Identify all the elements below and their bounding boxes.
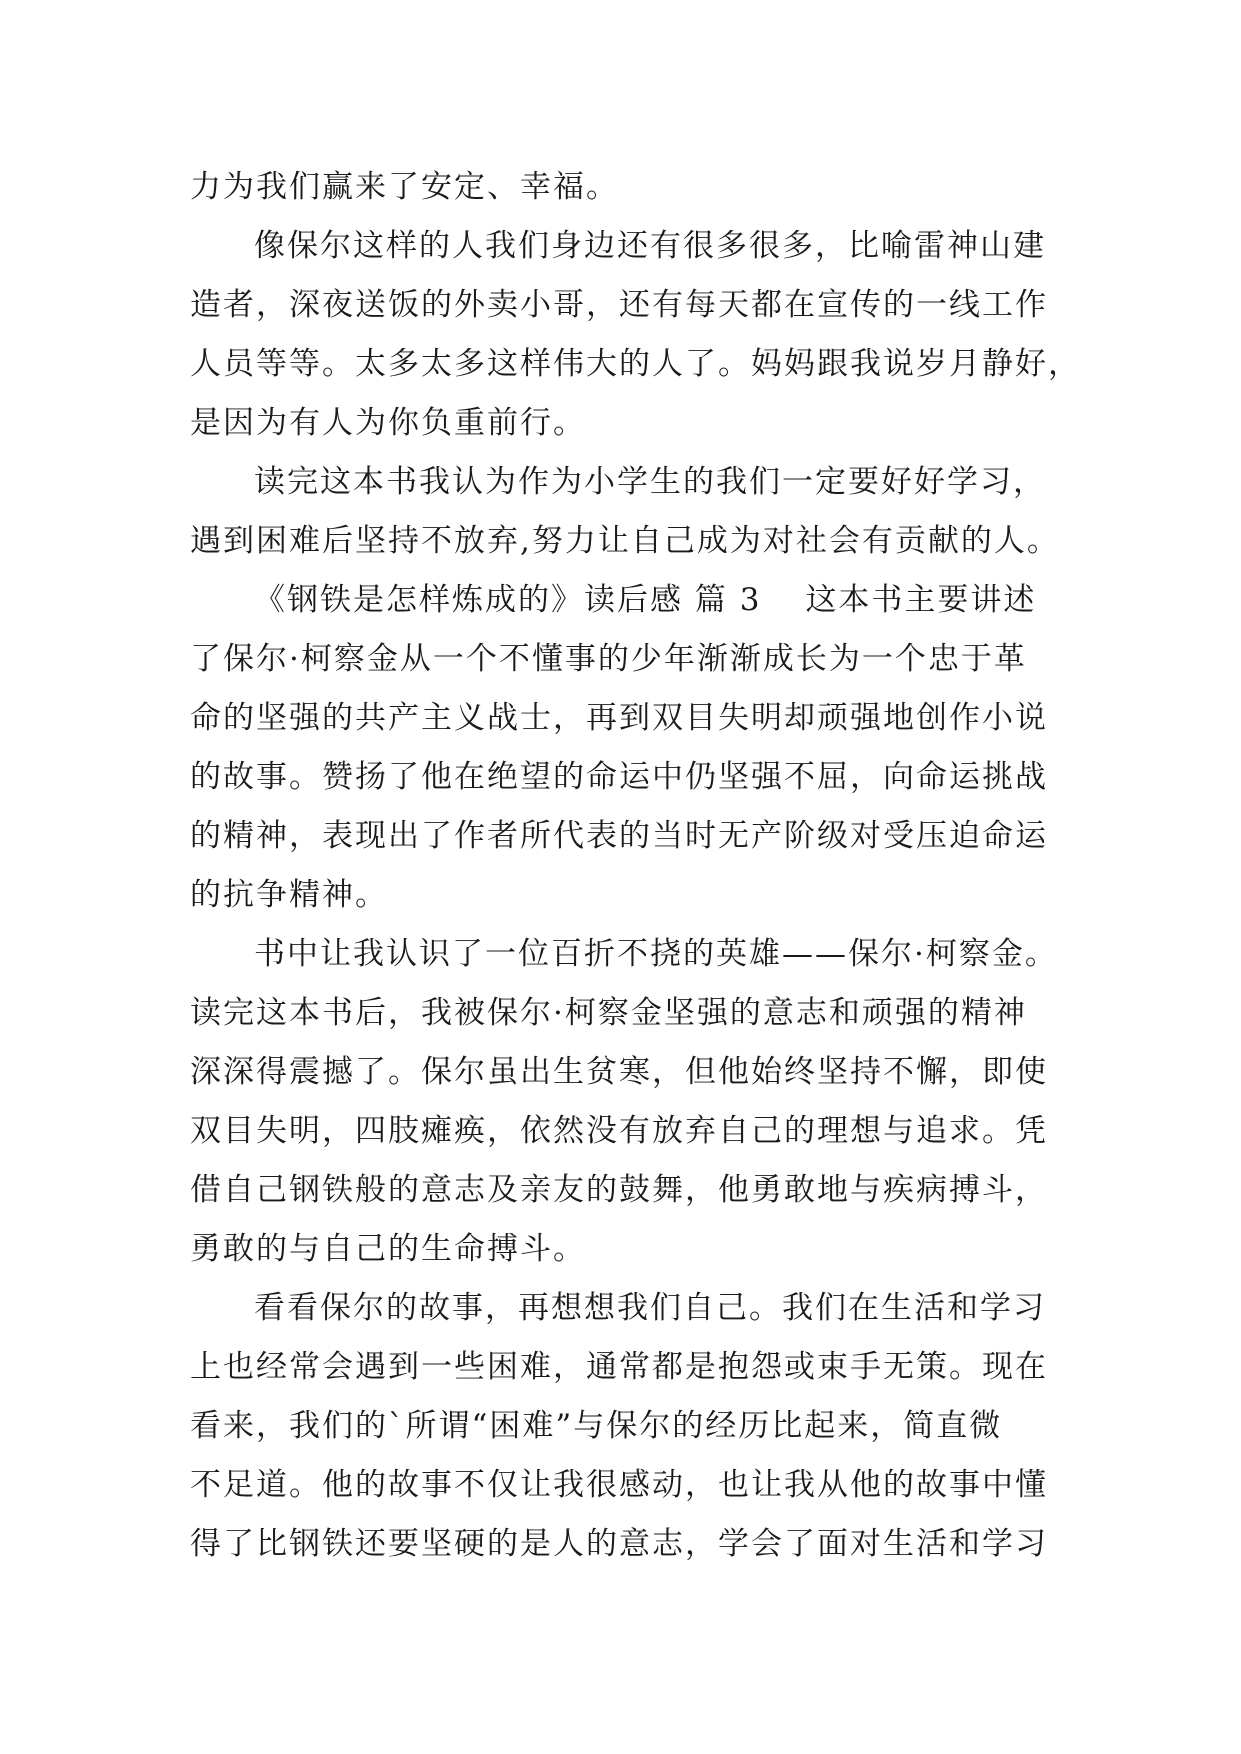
text-line: 读完这本书后，我被保尔·柯察金坚强的意志和顽强的精神: [190, 995, 1027, 1031]
text-line: 的抗争精神。: [190, 877, 388, 913]
text-line: 勇敢的与自己的生命搏斗。: [190, 1231, 586, 1267]
text-line: 读完这本书我认为作为小学生的我们一定要好好学习，: [254, 464, 1046, 500]
text-line: 了保尔·柯察金从一个不懂事的少年渐渐成长为一个忠于革: [190, 641, 1027, 677]
text-line: 上也经常会遇到一些困难，通常都是抱怨或束手无策。现在: [190, 1349, 1048, 1385]
text-line: 像保尔这样的人我们身边还有很多很多，比喻雷神山建: [254, 228, 1046, 264]
text-line: 看看保尔的故事，再想想我们自己。我们在生活和学习: [254, 1290, 1046, 1326]
text-line: 借自己钢铁般的意志及亲友的鼓舞，他勇敢地与疾病搏斗，: [190, 1172, 1048, 1208]
text-line: 的精神，表现出了作者所代表的当时无产阶级对受压迫命运: [190, 818, 1048, 854]
section-heading: 《钢铁是怎样炼成的》读后感 篇 3: [254, 582, 762, 618]
text-line: 深深得震撼了。保尔虽出生贫寒，但他始终坚持不懈，即使: [190, 1054, 1048, 1090]
text-line: 看来，我们的`所谓“困难”与保尔的经历比起来，简直微: [190, 1408, 1003, 1444]
text-line: 得了比钢铁还要坚硬的是人的意志，学会了面对生活和学习: [190, 1526, 1048, 1562]
text-line: 不足道。他的故事不仅让我很感动，也让我从他的故事中懂: [190, 1467, 1048, 1503]
text-line: 命的坚强的共产主义战士，再到双目失明却顽强地创作小说: [190, 700, 1048, 736]
document-body: [190, 158, 1081, 1574]
text-line: 双目失明，四肢瘫痪，依然没有放弃自己的理想与追求。凭: [190, 1113, 1048, 1149]
text-line: 人员等等。太多太多这样伟大的人了。妈妈跟我说岁月静好，: [190, 346, 1081, 382]
heading-line: [190, 571, 1051, 630]
text-line: 造者，深夜送饭的外卖小哥，还有每天都在宣传的一线工作: [190, 287, 1048, 323]
text-line: 遇到困难后坚持不放弃,努力让自己成为对社会有贡献的人。: [190, 523, 1060, 559]
text-line: 书中让我认识了一位百折不挠的英雄——保尔·柯察金。: [254, 936, 1058, 972]
text-line: 力为我们赢来了安定、幸福。: [190, 169, 619, 205]
text-line: 的故事。赞扬了他在绝望的命运中仍坚强不屈，向命运挑战: [190, 759, 1048, 795]
text-line: 这本书主要讲述: [805, 582, 1037, 618]
text-line: 是因为有人为你负重前行。: [190, 405, 586, 441]
